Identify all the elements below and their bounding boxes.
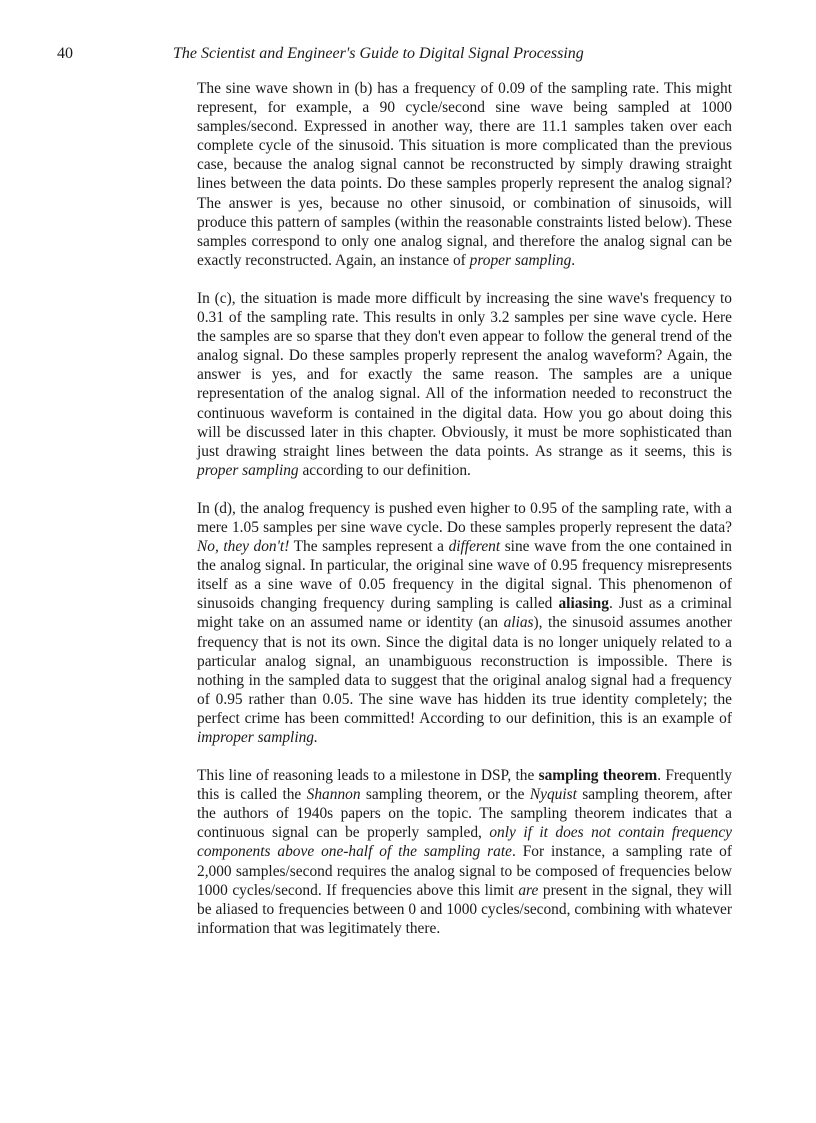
italic-text: No, they don't! [197,538,290,556]
bold-term: sampling theorem [538,767,658,785]
text-run: sine wave from the one contained in the analog signal. In particular, the original sine wave of 0.95 frequency misrepresents itself as a sine wave of 0.05 frequency in the digital signal. This phenomenon of sinusoids changing frequency during sampling is called [197,538,733,613]
paragraph-sampling-theorem [197,766,732,938]
text-run: . For instance, a sampling rate of 2,000 samples/second requires the analog signal to be composed of frequencies below 1000 cycles/second. If frequencies above this limit [197,843,732,899]
page-number: 40 [57,45,73,62]
italic-text: proper sampling [197,461,299,479]
paragraph-c-sine-wave [197,289,732,480]
text-run: This line of reasoning leads to a milestone in DSP, the [197,767,539,785]
paragraph-b-sine-wave [197,79,732,270]
italic-text: Nyquist [529,786,577,804]
italic-text: improper sampling. [197,729,318,746]
italic-text: Shannon [306,786,361,804]
body-text [197,79,732,938]
text-run: ), the sinusoid assumes another frequency that is not its own. Since the digital data is no longer uniquely related to a particular analog signal, an unambiguous reconstruction is impossible. There is nothing in the sampled data to suggest that the original analog signal had a frequency of 0.95 rather than 0.05. The sine wave has hidden its true identity completely; the perfect crime has been committed! According to our definition, this is an example of [197,614,732,727]
italic-text: are [518,881,539,899]
text-run: . Frequently this is called the [197,767,732,804]
text-run: present in the signal, they will be aliased to frequencies between 0 and 1000 cycles/second, combining with whatever information that was legitimately there. [197,881,732,937]
text-run: . Just as a criminal might take on an assumed name or identity (an [197,595,733,632]
paragraph-d-aliasing [197,499,732,747]
text-run: The sine wave shown in (b) has a frequency of 0.09 of the sampling rate. This might represent, for example, a 90 cycle/second sine wave being sampled at 1000 samples/second. Expressed in another way, there are 11.1 samples taken over each complete cycle of the sinusoid. This situation is more complicated than the previous case, because the analog signal cannot be reconstructed by simply drawing straight lines between the data points. Do these samples properly represent the analog signal? The answer is yes, because no other sinusoid, or combination of sinusoids, will produce this pattern of samples (within the reasonable constraints listed below). These samples correspond to only one analog signal, and therefore the analog signal can be exactly reconstructed. Again, an instance of [197,80,732,269]
text-run: . [571,251,576,269]
text-run: sampling theorem, after the authors of 1940s papers on the topic. The sampling theorem indicates that a continuous signal can be properly sampled, [197,786,733,842]
text-run: In (d), the analog frequency is pushed even higher to 0.95 of the sampling rate, with a mere 1.05 samples per sine wave cycle. Do these samples properly represent the data? [197,499,732,536]
italic-text: different [448,538,501,556]
text-run: The samples represent a [289,538,449,556]
italic-text: alias [503,614,534,632]
text-run: according to our definition. [298,461,471,479]
text-run: sampling theorem, or the [360,786,530,804]
italic-text: only if it does not contain frequency components above one-half of the sampling rate [197,824,732,861]
italic-text: proper sampling [469,251,572,269]
text-run: In (c), the situation is made more difficult by increasing the sine wave's frequency to 0.31 of the sampling rate. This results in only 3.2 samples per sine wave cycle. Here the samples are so sparse that they don't even appear to follow the general trend of the analog signal. Do these samples properly represent the analog waveform? Again, the answer is yes, and for exactly the same reason. The samples are a unique representation of the analog signal. All of the information needed to reconstruct the continuous waveform is contained in the digital data. How you go about doing this will be discussed later in this chapter. Obviously, it must be more sophisticated than just drawing straight lines between the data points. As strange as it seems, this is [197,289,732,460]
bold-term: aliasing [558,595,609,613]
running-header-book-title: The Scientist and Engineer's Guide to Digital Signal Processing [173,45,584,62]
